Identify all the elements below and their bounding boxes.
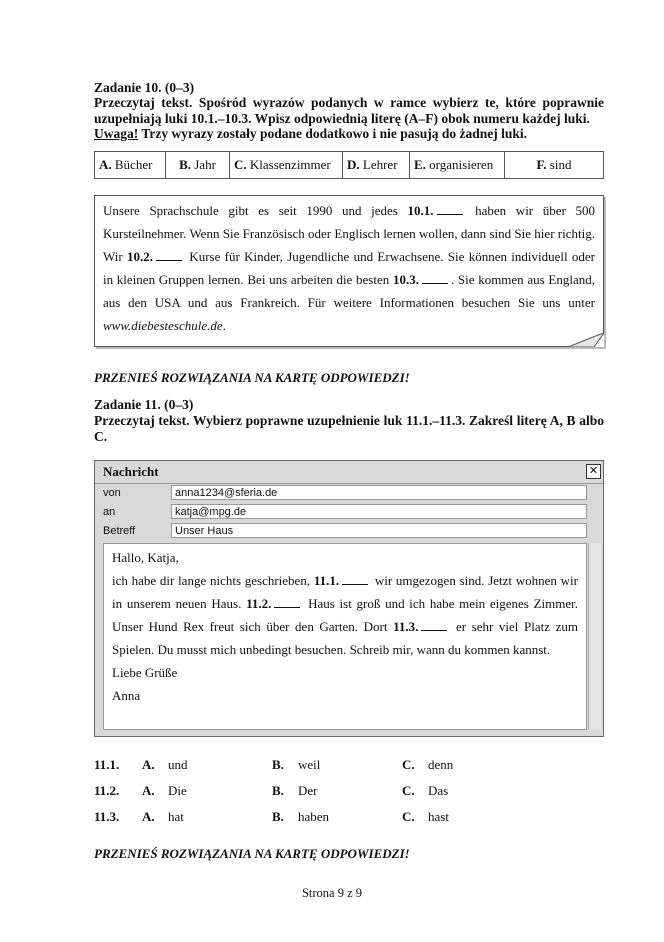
task11-title: Zadanie 11. (0–3) xyxy=(94,397,194,412)
email-field-subject xyxy=(95,522,603,541)
page-fold-icon xyxy=(568,333,604,347)
text-part: . Sie kommen aus England, aus den USA und aus Frankreich. Für weitere Informationen besuchen Sie uns unter xyxy=(103,272,595,310)
task10-instruction-text: Przeczytaj tekst. Spośród wyrazów podanych w ramce wybierz te, które poprawnie uzupełniają luki 10.1.–10.3. Wpisz odpowiednią literę (A–F) obok numeru każdej luki. xyxy=(94,95,604,126)
option-letter-c[interactable]: C. xyxy=(402,757,415,772)
email-signature: Anna xyxy=(112,688,141,703)
text-part: . xyxy=(222,318,226,333)
to-value[interactable]: katja@mpg.de xyxy=(171,504,587,519)
school-url: www.diebesteschule.de xyxy=(103,318,223,333)
gap-11-1-blank xyxy=(342,574,368,585)
gap-10-1-blank xyxy=(437,204,463,215)
gap-11-2-blank xyxy=(274,597,300,608)
answer-row xyxy=(94,809,514,835)
answer-number: 11.3. xyxy=(94,809,120,824)
option-letter-a[interactable]: A. xyxy=(142,809,155,824)
option-text: haben xyxy=(298,809,330,824)
text-part: haben wir über 500 Kursteilnehmer. Wenn Sie Französisch oder Englisch lernen wollen, dann sind Sie hier richtig. Wir xyxy=(103,203,595,264)
option-letter-a[interactable]: A. xyxy=(142,783,155,798)
task11-instruction: Przeczytaj tekst. Wybierz poprawne uzupełnienie luk 11.1.–11.3. Zakreśl literę A, B albo C. xyxy=(94,413,604,444)
option-text: weil xyxy=(298,757,321,772)
option-text: hast xyxy=(428,809,449,824)
gap-10-2-blank xyxy=(156,250,182,261)
option-b: B. Jahr xyxy=(166,152,230,179)
answer-row xyxy=(94,757,514,783)
subject-label: Betreff xyxy=(103,525,136,537)
email-paragraph: ich habe dir lange nichts geschrieben, 11.1. wir umgezogen sind. Jetzt wohnen wir in unserem neuen Haus. 11.2. Haus ist groß und ich habe mein eigenes Zimmer. Unser Hund Rex freut sich über den Garten. Dort 11.3. er sehr viel Platz zum Spielen. Du musst mich unbedingt besuchen. Schreib mir, wann du kommen kannst. xyxy=(112,573,578,657)
option-letter-b[interactable]: B. xyxy=(272,757,284,772)
transfer-note-2: PRZENIEŚ ROZWIĄZANIA NA KARTĘ ODPOWIEDZI! xyxy=(94,846,410,861)
options-table xyxy=(94,151,604,179)
option-letter-b[interactable]: B. xyxy=(272,783,284,798)
gap-10-1-label: 10.1. xyxy=(407,203,434,218)
option-letter-c[interactable]: C. xyxy=(402,809,415,824)
answer-number: 11.2. xyxy=(94,783,120,798)
gap-11-2-label: 11.2. xyxy=(246,596,272,611)
answer-number: 11.1. xyxy=(94,757,120,772)
text-part: Unsere Sprachschule gibt es seit 1990 und jedes xyxy=(103,203,408,218)
option-f: F. sind xyxy=(505,152,604,179)
option-a: A. Bücher xyxy=(95,152,166,179)
option-text: hat xyxy=(168,809,184,824)
email-body[interactable] xyxy=(103,543,587,730)
warning-text: Trzy wyrazy zostały podane dodatkowo i nie pasują do żadnej luki. xyxy=(138,126,528,141)
to-label: an xyxy=(103,506,116,518)
email-title-bar xyxy=(95,461,603,484)
option-letter-b[interactable]: B. xyxy=(272,809,284,824)
option-text: Die xyxy=(168,783,187,798)
email-scrollbar[interactable] xyxy=(588,543,601,730)
option-c: C. Klassenzimmer xyxy=(230,152,343,179)
email-window xyxy=(94,460,604,737)
page-number: Strona 9 z 9 xyxy=(301,886,363,900)
transfer-note-1: PRZENIEŚ ROZWIĄZANIA NA KARTĘ ODPOWIEDZI! xyxy=(94,370,410,385)
gap-10-3-blank xyxy=(422,273,448,284)
option-letter-a[interactable]: A. xyxy=(142,757,155,772)
text-part: Kurse für Kinder, Jugendliche und Erwachsene. Sie können individuell oder in kleinen Gruppen lernen. Bei uns arbeiten die besten xyxy=(103,249,595,287)
from-label: von xyxy=(103,487,121,499)
email-window-title: Nachricht xyxy=(103,464,159,479)
subject-value[interactable]: Unser Haus xyxy=(171,523,587,538)
gap-11-1-label: 11.1. xyxy=(313,573,340,588)
option-text: und xyxy=(168,757,188,772)
gap-11-3-label: 11.3. xyxy=(393,619,419,634)
email-closing: Liebe Grüße xyxy=(112,665,178,680)
gap-10-3-label: 10.3. xyxy=(392,272,419,287)
option-text: Das xyxy=(428,783,449,798)
gap-10-2-label: 10.2. xyxy=(127,249,153,264)
option-d: D. Lehrer xyxy=(343,152,410,179)
close-icon[interactable]: ✕ xyxy=(586,464,601,479)
gap-11-3-blank xyxy=(421,620,447,631)
task10-title: Zadanie 10. (0–3) xyxy=(94,80,195,95)
option-text: denn xyxy=(428,757,454,772)
task10-instruction xyxy=(94,95,604,142)
email-greeting: Hallo, Katja, xyxy=(112,550,179,565)
email-field-to xyxy=(95,503,603,522)
email-field-from xyxy=(95,484,603,503)
warning-label: Uwaga! xyxy=(94,126,139,141)
option-text: Der xyxy=(298,783,318,798)
answer-row xyxy=(94,783,514,809)
option-e: E. organisieren xyxy=(410,152,505,179)
from-value[interactable]: anna1234@sferia.de xyxy=(171,485,587,500)
task10-text-box xyxy=(94,195,604,347)
answer-options xyxy=(94,757,514,835)
option-letter-c[interactable]: C. xyxy=(402,783,415,798)
